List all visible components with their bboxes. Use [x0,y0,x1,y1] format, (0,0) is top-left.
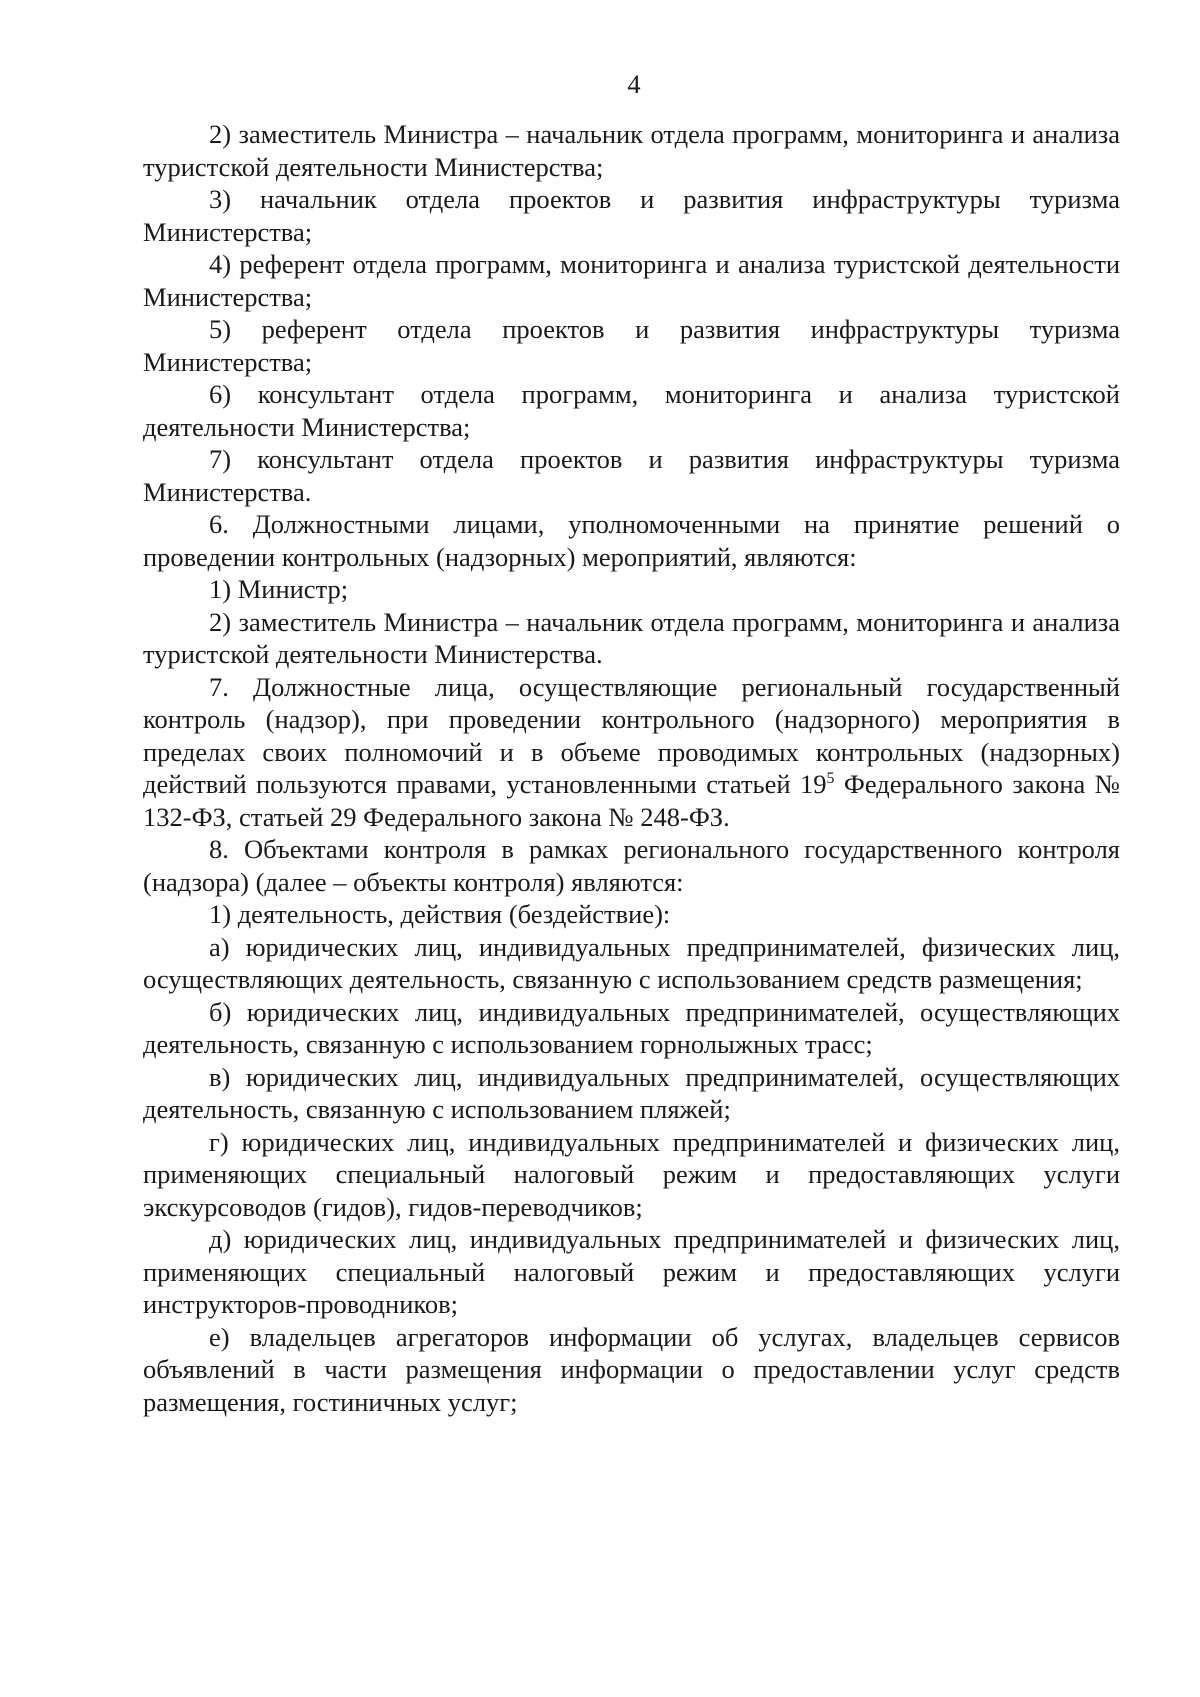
page-number: 4 [627,69,641,99]
paragraph-item-4: 4) референт отдела программ, мониторинга и анализа туристской деятельности Министерства; [143,249,1120,312]
paragraph-item-deputy: 2) заместитель Министра – начальник отдела программ, мониторинга и анализа туристской деятельности Министерства. [143,606,1120,669]
paragraph-subitem-e: е) владельцев агрегаторов информации об услугах, владельцев сервисов объявлений в части размещения информации о предоставлении услуг средств размещения, гостиничных услуг; [143,1321,1120,1417]
paragraph-item-5: 5) референт отдела проектов и развития инфраструктуры туризма Министерства; [143,314,1120,377]
paragraph-7-text-after: Федерального закона № 132-ФЗ, статьей 29 Федерального закона № 248-ФЗ. [143,769,1120,832]
paragraph-7-superscript: 5 [826,770,835,788]
paragraph-subitem-b: б) юридических лиц, индивидуальных предпринимателей, осуществляющих деятельность, связанную с использованием горнолыжных трасс; [143,996,1120,1059]
paragraph-7-rights [143,671,1120,834]
paragraph-6-officials: 6. Должностными лицами, уполномоченными на принятие решений о проведении контрольных (надзорных) мероприятий, являются: [143,509,1120,572]
document-body [143,118,1120,1418]
paragraph-item-6: 6) консультант отдела программ, мониторинга и анализа туристской деятельности Министерства; [143,379,1120,442]
paragraph-item-minister: 1) Министр; [209,574,349,604]
paragraph-subitem-g: г) юридических лиц, индивидуальных предпринимателей и физических лиц, применяющих специальный налоговый режим и предоставляющих услуги экскурсоводов (гидов), гидов-переводчиков; [143,1126,1120,1222]
paragraph-subitem-a: а) юридических лиц, индивидуальных предпринимателей, физических лиц, осуществляющих деятельность, связанную с использованием средств размещения; [143,931,1120,994]
paragraph-subitem-v: в) юридических лиц, индивидуальных предпринимателей, осуществляющих деятельность, связанную с использованием пляжей; [143,1061,1120,1124]
paragraph-8-objects: 8. Объектами контроля в рамках регионального государственного контроля (надзора) (далее – объекты контроля) являются: [143,834,1120,897]
paragraph-subitem-d: д) юридических лиц, индивидуальных предпринимателей и физических лиц, применяющих специальный налоговый режим и предоставляющих услуги инструкторов-проводников; [143,1224,1120,1319]
paragraph-item-3: 3) начальник отдела проектов и развития инфраструктуры туризма Министерства; [143,184,1120,247]
paragraph-item-activity: 1) деятельность, действия (бездействие): [209,899,671,929]
paragraph-item-2: 2) заместитель Министра – начальник отдела программ, мониторинга и анализа туристской деятельности Министерства; [143,119,1120,182]
paragraph-item-7: 7) консультант отдела проектов и развития инфраструктуры туризма Министерства. [143,444,1120,507]
paragraph-7-text-before: 7. Должностные лица, осуществляющие региональный государственный контроль (надзор), при проведении контрольного (надзорного) мероприятия в пределах своих полномочий и в объеме проводимых контрольных (надзорных) действий пользуются правами, установленными статьей 19 [143,671,1120,799]
